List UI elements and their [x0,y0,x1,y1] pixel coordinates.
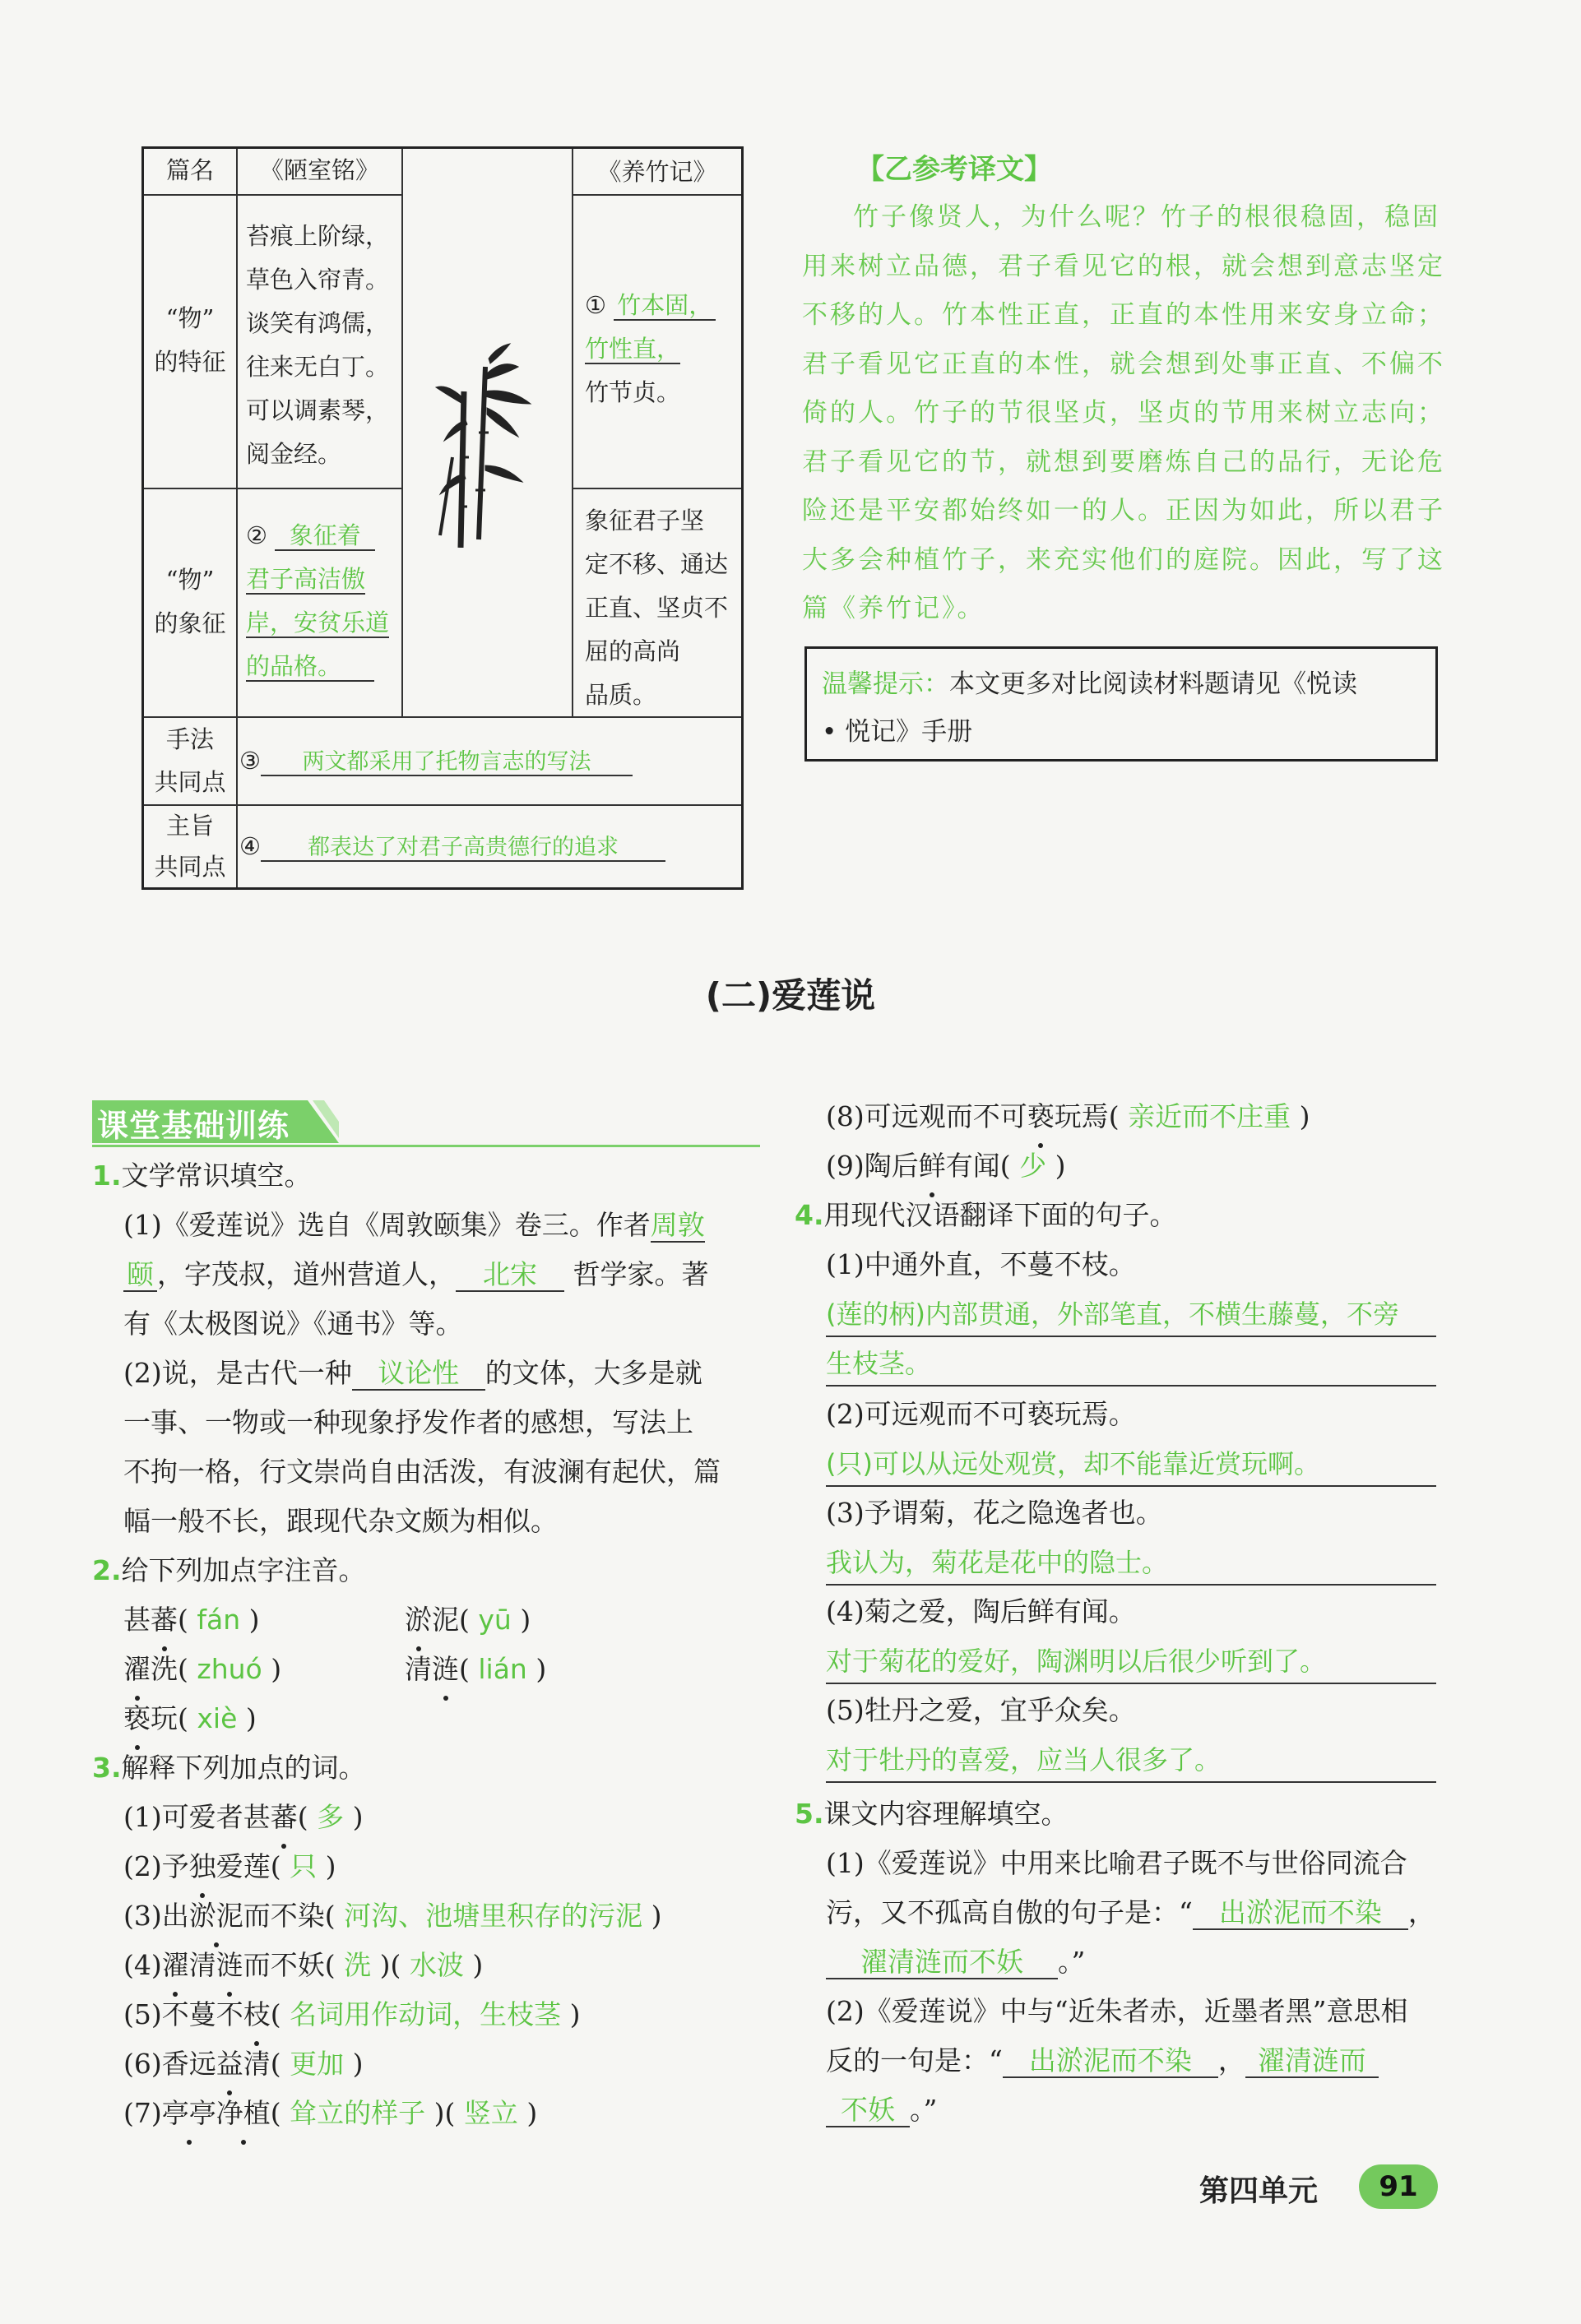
answer-line [826,1385,1436,1387]
q3-item-9: (9)陶后鲜有闻( 少 ) [826,1141,1066,1191]
q5-line3: 濯清涟而不妖 。” [826,1937,1085,1987]
method-label: 手法 共同点 [154,725,226,796]
trait-loushi: 苔痕上阶绿， 草色入帘青。 谈笑有鸿儒， 往来无白丁。 可以调素琴， 阅金经。 [246,222,390,468]
trait-label: “物” 的特征 [154,304,226,376]
q5-line2: 污，又不孤高自傲的句子是：“ 出淤泥而不染 ， [826,1896,1435,1928]
tip-text: 本文更多对比阅读材料题请见《悦读 [949,669,1357,699]
banner-underline [92,1145,760,1147]
answer-trait-2: 竹性直， [585,336,680,364]
method-answer: ③ 两文都采用了托物言志的写法 [239,739,733,783]
unit-label: 第四单元 [1199,2174,1319,2208]
q4-sentence-1: (1)中通外直，不蔓不枝。 [826,1248,1136,1280]
q1-line6: 不拘一格，行文崇尚自由活泼，有波澜有起伏，篇 [123,1456,721,1488]
section-title: (二)爱莲说 [705,975,876,1016]
table-header-title: 篇名 [165,156,214,184]
q1-line4: (2)说，是古代一种 议论性 的文体，大多是就 [123,1357,702,1389]
q2-item-2: 淤泥( yū ) [405,1595,531,1645]
answer-trait-1: 竹本固， [614,292,716,321]
answer-line [826,1683,1436,1684]
q5-line5: 反的一句是：“ 出淤泥而不染 ， 濯清涟而 [826,2036,1379,2086]
q3-item-7: (7)亭亭净植( 耸立的样子 )( 竖立 ) [123,2089,537,2138]
q4-sentence-5: (5)牡丹之爱，宜乎众矣。 [826,1694,1136,1726]
tip-label: 温馨提示： [822,669,949,699]
q4-title: 4.用现代汉语翻译下面的句子。 [795,1199,1177,1231]
q5-line1: (1)《爱莲说》中用来比喻君子既不与世俗同流合 [826,1847,1407,1879]
symbol-loushi: ② 象征着 君子高洁傲 岸，安贫乐道 的品格。 [246,514,402,688]
answer-line [826,1485,1436,1487]
q5-title: 5.课文内容理解填空。 [795,1798,1069,1830]
q3-item-8: (8)可远观而不可亵玩焉( 亲近而不庄重 ) [826,1092,1310,1141]
q2-title: 2.给下列加点字注音。 [92,1554,366,1586]
q3-item-3: (3)出淤泥而不染( 河沟、池塘里积存的污泥 ) [123,1891,662,1941]
q4-sentence-2: (2)可远观而不可亵玩焉。 [826,1398,1136,1430]
q4-answer-3: 我认为，菊花是花中的隐士。 [826,1547,1169,1578]
page-number: 91 [1359,2164,1438,2209]
q3-item-1: (1)可爱者甚蕃( 多 ) [123,1793,364,1842]
symbol-label: “物” 的象征 [154,566,226,637]
q4-answer-5: 对于牡丹的喜爱，应当人很多了。 [826,1744,1222,1775]
q4-answer-1b: 生枝茎。 [826,1348,932,1379]
q4-answer-2: (只)可以从远处观赏，却不能靠近赏玩啊。 [826,1448,1320,1479]
q1-line3: 有《太极图说》《通书》等。 [123,1308,463,1340]
q2-item-4: 清涟( lián ) [405,1645,546,1694]
answer-line [826,1336,1436,1337]
q3-item-4: (4)濯清涟而不妖( 洗 )( 水波 ) [123,1941,483,1990]
q5-line6: 不妖 。” [826,2086,937,2135]
q2-item-3: 濯洗( zhuó ) [123,1645,281,1694]
answer-line [826,1584,1436,1586]
tip-text-2: • 悦记》手册 [822,717,973,747]
q4-sentence-3: (3)予谓菊，花之隐逸者也。 [826,1497,1163,1529]
q4-answer-1a: (莲的柄)内部贯通，外部笔直，不横生藤蔓，不旁 [826,1299,1399,1330]
q3-item-5: (5)不蔓不枝( 名词用作动词，生枝茎 ) [123,1990,581,2039]
q1-line7: 幅一般不长，跟现代杂文颇为相似。 [123,1505,558,1537]
tip-box [804,646,1438,762]
q2-item-1: 甚蕃( fán ) [123,1595,260,1645]
answer-line [826,1781,1436,1783]
q1-line2: 颐 ，字茂叔，道州营道人， 北宋 哲学家。著 [123,1250,709,1299]
q1-line5: 一事、一物或一种现象抒发作者的感想，写法上 [123,1406,693,1438]
trait-zhu: ① 竹本固， 竹性直， 竹节贞。 [585,284,741,414]
q3-item-6: (6)香远益清( 更加 ) [123,2039,364,2089]
table-header-yangzhuji: 《养竹记》 [597,158,717,186]
q3-title: 3.解释下列加点的词。 [92,1752,366,1784]
q1-title: 1.文学常识填空。 [92,1160,312,1192]
q4-sentence-4: (4)菊之爱，陶后鲜有闻。 [826,1595,1136,1627]
banner-label: 课堂基础训练 [97,1108,290,1144]
theme-label: 主旨 共同点 [154,812,226,881]
table-header-loushiming: 《陋室铭》 [259,156,379,184]
q2-item-5: 亵玩( xiè ) [123,1694,257,1743]
q5-line4: (2)《爱莲说》中与“近朱者赤，近墨者黑”意思相 [826,1995,1408,2027]
translation-title: 【乙参考译文】 [856,153,1052,186]
symbol-zhu: 象征君子坚 定不移、通达 正直、坚贞不 屈的高尚 品质。 [585,507,729,709]
translation-body: 竹子像贤人，为什么呢？竹子的根很稳固，稳固用来树立品德，君子看见它的根，就会想到意志坚定不移的人。竹本性正直，正直的本性用来安身立命；君子看见它正直的本性，就会想到处事正直、不偏不倚的人。竹子的节很坚贞，坚贞的节用来树立志向；君子看见它的节，就想到要磨炼自己的品行，无论危险还是平安都始终如一的人。正因为如此，所以君子大多会种植竹子，来充实他们的庭院。因此，写了这篇《养竹记》。 [802,202,1445,623]
q4-answer-4: 对于菊花的爱好，陶渊明以后很少听到了。 [826,1646,1327,1677]
theme-answer: ④ 都表达了对君子高贵德行的追求 [239,825,733,868]
q3-item-2: (2)予独爱莲( 只 ) [123,1842,336,1891]
q1-line1: (1)《爱莲说》选自《周敦颐集》卷三。作者周敦 [123,1209,705,1241]
reference-translation [802,146,1452,634]
comparison-table [141,146,744,890]
bamboo-icon [428,342,551,548]
